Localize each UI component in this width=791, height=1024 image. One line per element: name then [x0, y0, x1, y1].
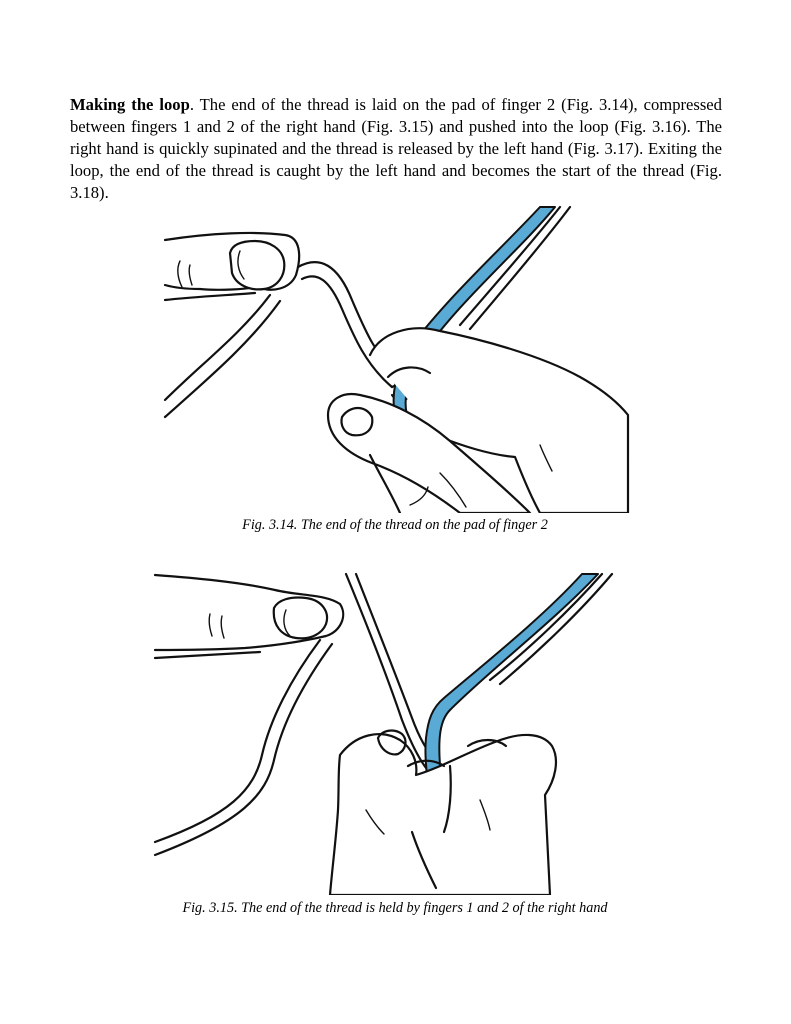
body-paragraph — [70, 94, 722, 204]
figure-3-15-illustration — [150, 570, 620, 895]
figure-3-15-caption: Fig. 3.15. The end of the thread is held by fingers 1 and 2 of the right hand — [182, 900, 608, 916]
right-hand-drawing — [330, 731, 556, 895]
figure-3-14-illustration — [160, 205, 630, 513]
paragraph-lead: Making the loop — [70, 95, 190, 114]
figure-3-14-caption: Fig. 3.14. The end of the thread on the pad of finger 2 — [242, 517, 548, 533]
left-hand-drawing — [165, 233, 299, 300]
paragraph-body: . The end of the thread is laid on the pad of finger 2 (Fig. 3.14), compressed between fingers 1 and 2 of the right hand (Fig. 3.15) and pushed into the loop (Fig. 3.16). The right hand is quickly supinated and the thread is released by the left hand (Fig. 3.17). Exiting the loop, the end of the thread is caught by the left hand and becomes the start of the thread (Fig. 3.18). — [70, 95, 722, 202]
right-hand-drawing — [328, 328, 628, 513]
